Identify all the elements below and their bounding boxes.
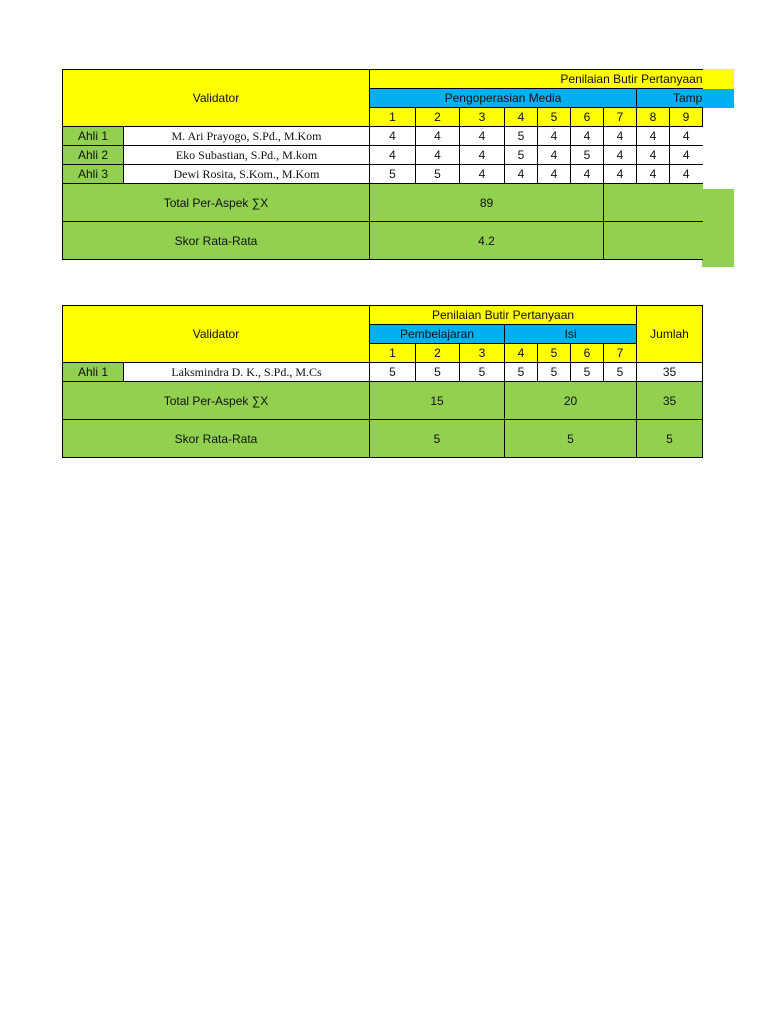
score-cell: 4	[416, 127, 460, 146]
assessment-header: Penilaian Butir Pertanyaan	[370, 306, 637, 325]
total-label: Total Per-Aspek ∑X	[63, 184, 370, 222]
expert-code: Ahli 3	[63, 165, 124, 184]
item-number: 2	[416, 108, 460, 127]
score-cell: 4	[370, 127, 416, 146]
expert-name: Dewi Rosita, S.Kom., M.Kom	[124, 165, 370, 184]
item-number: 4	[505, 344, 538, 363]
score-cell: 4	[460, 146, 505, 165]
score-cell: 4	[670, 127, 703, 146]
score-cell: 4	[604, 165, 637, 184]
score-cell: 5	[538, 363, 571, 382]
score-cell: 4	[460, 127, 505, 146]
item-number: 1	[370, 344, 416, 363]
item-number: 6	[571, 108, 604, 127]
item-number: 8	[637, 108, 670, 127]
average-row	[63, 420, 703, 458]
item-number: 1	[370, 108, 416, 127]
average-label: Skor Rata-Rata	[63, 222, 370, 260]
item-number: 4	[505, 108, 538, 127]
validation-table-1	[62, 69, 703, 260]
score-cell: 5	[370, 165, 416, 184]
total-label: Total Per-Aspek ∑X	[63, 382, 370, 420]
score-cell: 5	[571, 146, 604, 165]
sum-header: Jumlah	[637, 306, 703, 363]
score-cell: 4	[370, 146, 416, 165]
table-row	[63, 146, 703, 165]
item-number: 6	[571, 344, 604, 363]
item-number: 3	[460, 344, 505, 363]
score-cell: 5	[505, 363, 538, 382]
total-aspect2	[604, 184, 703, 222]
item-number: 2	[416, 344, 460, 363]
score-cell: 5	[370, 363, 416, 382]
aspect-tampilan: Tamp	[637, 89, 703, 108]
aspect-pengoperasian-media: Pengoperasian Media	[370, 89, 637, 108]
score-cell: 4	[637, 127, 670, 146]
score-cell: 5	[604, 363, 637, 382]
total-row	[63, 382, 703, 420]
expert-name: Laksmindra D. K., S.Pd., M.Cs	[124, 363, 370, 382]
expert-code: Ahli 2	[63, 146, 124, 165]
average-sum: 5	[637, 420, 703, 458]
table-row	[63, 363, 703, 382]
score-cell: 4	[460, 165, 505, 184]
average-aspect2: 5	[505, 420, 637, 458]
score-cell: 5	[505, 127, 538, 146]
total-row	[63, 184, 703, 222]
aspect-pembelajaran: Pembelajaran	[370, 325, 505, 344]
average-label: Skor Rata-Rata	[63, 420, 370, 458]
average-aspect1: 4.2	[370, 222, 604, 260]
item-number: 7	[604, 108, 637, 127]
item-number: 3	[460, 108, 505, 127]
total-aspect1: 89	[370, 184, 604, 222]
item-number: 9	[670, 108, 703, 127]
score-cell: 4	[538, 165, 571, 184]
aspect-isi: Isi	[505, 325, 637, 344]
score-cell: 4	[571, 165, 604, 184]
score-cell: 4	[604, 127, 637, 146]
validator-header: Validator	[63, 306, 370, 363]
total-sum: 35	[637, 382, 703, 420]
item-number: 5	[538, 344, 571, 363]
expert-code: Ahli 1	[63, 363, 124, 382]
score-cell: 4	[505, 165, 538, 184]
average-row	[63, 222, 703, 260]
expert-code: Ahli 1	[63, 127, 124, 146]
validator-header: Validator	[63, 70, 370, 127]
t1-summary-extension	[702, 189, 734, 267]
expert-name: Eko Subastian, S.Pd., M.kom	[124, 146, 370, 165]
total-aspect1: 15	[370, 382, 505, 420]
score-cell: 4	[416, 146, 460, 165]
score-cell: 5	[460, 363, 505, 382]
average-aspect2	[604, 222, 703, 260]
item-number: 7	[604, 344, 637, 363]
table-row	[63, 165, 703, 184]
score-cell: 4	[571, 127, 604, 146]
score-cell: 5	[571, 363, 604, 382]
score-cell: 4	[637, 165, 670, 184]
t1-header-extension	[702, 69, 734, 89]
score-cell: 4	[538, 127, 571, 146]
total-aspect2: 20	[505, 382, 637, 420]
assessment-header: Penilaian Butir Pertanyaan	[370, 70, 703, 89]
score-cell: 5	[416, 363, 460, 382]
validation-table-2	[62, 305, 703, 458]
sum-cell: 35	[637, 363, 703, 382]
score-cell: 4	[604, 146, 637, 165]
score-cell: 5	[505, 146, 538, 165]
table-row	[63, 127, 703, 146]
average-aspect1: 5	[370, 420, 505, 458]
t1-aspect-extension	[702, 89, 734, 108]
item-number: 5	[538, 108, 571, 127]
score-cell: 4	[670, 165, 703, 184]
score-cell: 4	[637, 146, 670, 165]
score-cell: 4	[670, 146, 703, 165]
score-cell: 4	[538, 146, 571, 165]
score-cell: 5	[416, 165, 460, 184]
expert-name: M. Ari Prayogo, S.Pd., M.Kom	[124, 127, 370, 146]
